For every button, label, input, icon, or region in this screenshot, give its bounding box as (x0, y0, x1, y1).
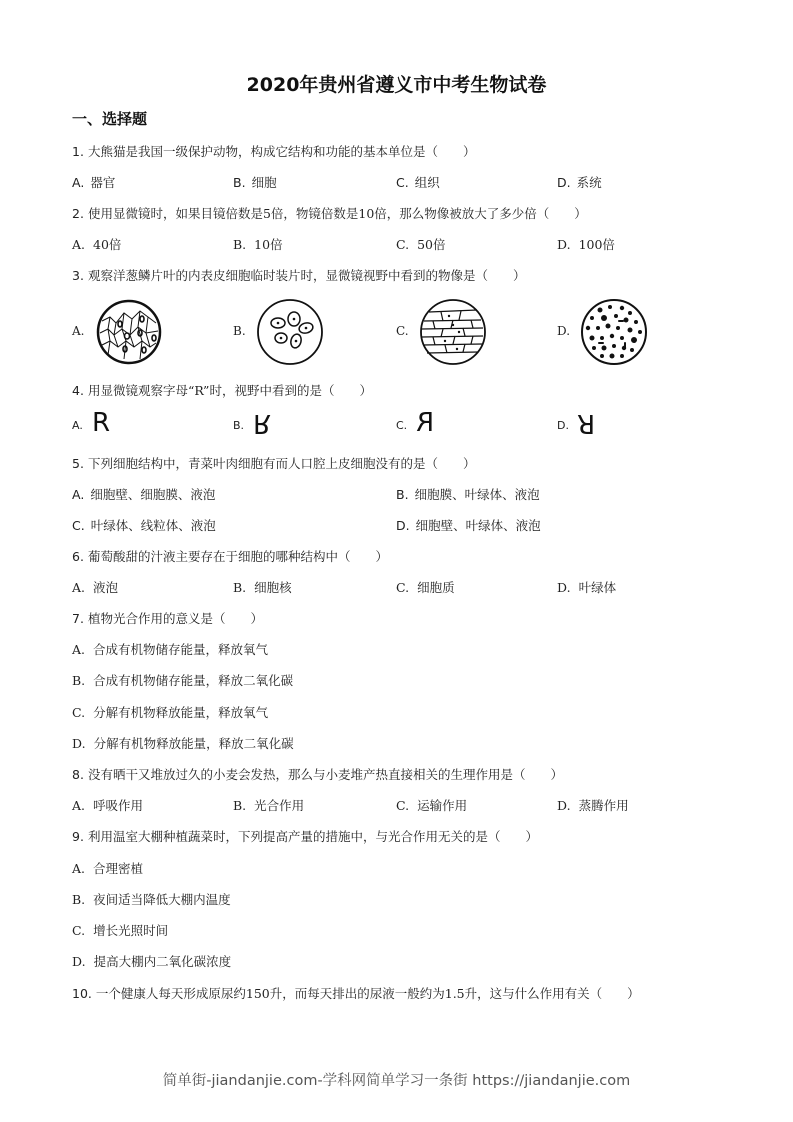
rectangular-cells-microscope-image (419, 298, 487, 366)
q5-option-c: C. 叶绿体、线粒体、液泡 (72, 518, 216, 533)
q5-option-b: B. 细胞膜、叶绿体、液泡 (396, 487, 540, 502)
q2-option-d: D. 100倍 (557, 237, 615, 252)
q1-option-a: A. 器官 (72, 175, 116, 190)
q1-option-c: C. 组织 (396, 175, 440, 190)
irregular-cells-microscope-image (96, 299, 162, 365)
question-1 (72, 142, 475, 160)
q6-option-b: B. 细胞核 (233, 580, 292, 595)
question-5: 5. 下列细胞结构中，青菜叶肉细胞有而人口腔上皮细胞没有的是（ ） (72, 456, 476, 471)
q3-option-a-label: A. (72, 324, 85, 338)
q9-option-c: C. 增长光照时间 (72, 923, 169, 938)
q7-option-b: B. 合成有机物储存能量，释放二氧化碳 (72, 673, 294, 688)
q2-option-a: A. 40倍 (72, 237, 122, 252)
q9-option-d: D. 提高大棚内二氧化碳浓度 (72, 954, 232, 969)
question-10: 10. 一个健康人每天形成原尿约150升，而每天排出的尿液一般约为1.5升，这与什么作用有关（ ） (72, 986, 640, 1001)
q8-option-b: B. 光合作用 (233, 798, 305, 813)
question-7: 7. 植物光合作用的意义是（ ） (72, 611, 263, 626)
question-4: 4. 用显微镜观察字母“R”时，视野中看到的是（ ） (72, 383, 372, 398)
question-2: 2. 使用显微镜时，如果目镜倍数是5倍，物镜倍数是10倍，那么物像被放大了多少倍（ ） (72, 206, 587, 221)
q9-option-b: B. 夜间适当降低大棚内温度 (72, 892, 231, 907)
footer-watermark: 简单街-jiandanjie.com-学科网简单学习一条街 https://jiandanjie.com (162, 1073, 631, 1089)
q6-option-d: D. 叶绿体 (557, 580, 617, 595)
q4-option-d-label: D. (557, 419, 569, 432)
section-heading: 一、选择题 (72, 110, 148, 128)
q1-option-d: D. 系统 (557, 175, 602, 190)
letter-r-rotated-180: R (577, 408, 596, 438)
q8-option-d: D. 蒸腾作用 (557, 798, 629, 813)
q9-option-a: A. 合理密植 (72, 861, 144, 876)
letter-r-flipped-horizontal: R (416, 408, 435, 438)
dotted-microscope-image (580, 298, 648, 366)
q2-option-b: B. 10倍 (233, 237, 283, 252)
q7-option-d: D. 分解有机物释放能量，释放二氧化碳 (72, 736, 294, 751)
question-9: 9. 利用温室大棚种植蔬菜时，下列提高产量的措施中，与光合作用无关的是（ ） (72, 829, 538, 844)
question-number: 1. (72, 144, 84, 159)
q6-option-a: A. 液泡 (72, 580, 119, 595)
question-6: 6. 葡萄酸甜的汁液主要存在于细胞的哪种结构中（ ） (72, 549, 388, 564)
page-title: 2020年贵州省遵义市中考生物试卷 (246, 74, 547, 96)
q6-option-c: C. 细胞质 (396, 580, 455, 595)
q5-option-d: D. 细胞壁、叶绿体、液泡 (396, 518, 541, 533)
q8-option-c: C. 运输作用 (396, 798, 468, 813)
q4-option-b-label: B. (233, 419, 245, 432)
q2-option-c: C. 50倍 (396, 237, 446, 252)
q4-option-c-label: C. (396, 419, 408, 432)
q1-option-b: B. 细胞 (233, 175, 277, 190)
q8-option-a: A. 呼吸作用 (72, 798, 144, 813)
question-3: 3. 观察洋葱鳞片叶的内表皮细胞临时装片时，显微镜视野中看到的物像是（ ） (72, 268, 526, 283)
q3-option-b-label: B. (233, 324, 246, 338)
q4-option-a-label: A. (72, 419, 83, 432)
letter-r-flipped-vertical: R (253, 408, 272, 438)
oval-cells-microscope-image (256, 298, 324, 366)
letter-r-normal: R (92, 408, 111, 438)
q3-option-d-label: D. (557, 324, 571, 338)
q7-option-c: C. 分解有机物释放能量，释放氧气 (72, 705, 269, 720)
q7-option-a: A. 合成有机物储存能量，释放氧气 (72, 642, 269, 657)
q5-option-a: A. 细胞壁、细胞膜、液泡 (72, 487, 216, 502)
q3-option-c-label: C. (396, 324, 409, 338)
question-text: 大熊猫是我国一级保护动物，构成它结构和功能的基本单位是（ ） (87, 144, 476, 159)
question-8: 8. 没有晒干又堆放过久的小麦会发热，那么与小麦堆产热直接相关的生理作用是（ ） (72, 767, 563, 782)
